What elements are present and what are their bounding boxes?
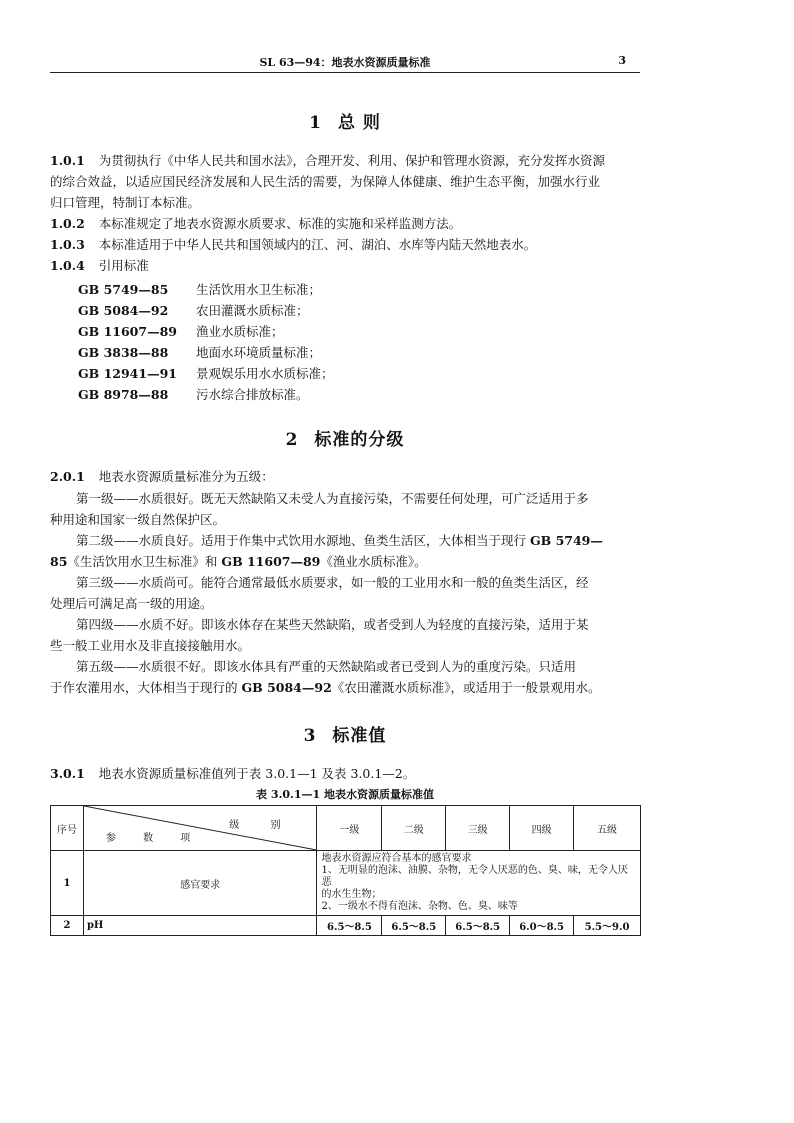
page-number: 3 <box>618 54 626 67</box>
grade-2-description: 第二级——水质良好。适用于作集中式饮用水源地、鱼类生活区，大体相当于现行 GB 5749— 85《生活饮用水卫生标准》和 GB 11607—89《渔业水质标准》。 <box>50 533 603 569</box>
table-cell: 6.5～8.5 <box>382 916 446 936</box>
clause-1-0-2: 1.0.2 本标准规定了地表水资源水质要求、标准的实施和采样监测方法。 <box>50 216 462 231</box>
row-parameter: pH <box>83 916 317 936</box>
header-serial-number: 序号 <box>51 806 84 851</box>
table-row <box>51 851 641 916</box>
table-cell: 6.5～8.5 <box>446 916 510 936</box>
table-cell: 5.5～9.0 <box>574 916 641 936</box>
ref-standard: GB 11607—89 渔业水质标准； <box>78 324 284 339</box>
grade-3-description: 第三级——水质尚可。能符合通常最低水质要求，如一般的工业用水和一般的鱼类生活区，经 处理后可满足高一级的用途。 <box>50 575 589 611</box>
section-heading-1: 1 总 则 <box>309 113 381 133</box>
clause-1-0-3: 1.0.3 本标准适用于中华人民共和国领域内的江、河、湖泊、水库等内陆天然地表水。 <box>50 237 537 252</box>
table-header-row <box>51 806 641 851</box>
header-grade: 二级 <box>382 806 446 851</box>
section-heading-2: 2 标准的分级 <box>285 430 405 450</box>
clause-2-0-1: 2.0.1 地表水资源质量标准分为五级： <box>50 469 274 484</box>
header-title: SL 63—94：地表水资源质量标准 <box>259 56 431 69</box>
header-grade: 一级 <box>317 806 382 851</box>
table-cell: 6.0～8.5 <box>510 916 574 936</box>
header-diagonal-cell <box>83 806 317 851</box>
ref-standard: GB 5084—92 农田灌溉水质标准； <box>78 303 309 318</box>
row-number: 1 <box>51 851 84 916</box>
table-caption: 表 3.0.1—1 地表水资源质量标准值 <box>256 788 434 801</box>
grade-1-description: 第一级——水质很好。既无天然缺陷又未受人为直接污染，不需要任何处理，可广泛适用于多 种用途和国家一级自然保护区。 <box>50 491 589 527</box>
clause-1-0-4: 1.0.4 引用标准 <box>50 258 149 273</box>
water-quality-standard-table <box>50 805 641 936</box>
grade-4-description: 第四级——水质不好。即该水体存在某些天然缺陷，或者受到人为轻度的直接污染，适用于某 些一般工业用水及非直接接触用水。 <box>50 617 589 653</box>
ref-standard: GB 8978—88 污水综合排放标准。 <box>78 387 309 402</box>
header-grade: 三级 <box>446 806 510 851</box>
header-level: 级 别 <box>229 820 295 831</box>
ref-standard: GB 12941—91 景观娱乐用水水质标准； <box>78 366 334 381</box>
ref-standard: GB 5749—85 生活饮用水卫生标准； <box>78 282 322 297</box>
grade-5-description: 第五级——水质很不好。即该水体具有严重的天然缺陷或者已受到人为的重度污染。只适用 于作农灌用水，大体相当于现行的 GB 5084—92《农田灌溉水质标准》，或适用于一般景观用水。 <box>50 659 601 695</box>
ref-standard: GB 3838—88 地面水环境质量标准； <box>78 345 322 360</box>
row-parameter: 感官要求 <box>83 851 317 916</box>
clause-3-0-1: 3.0.1 地表水资源质量标准值列于表 3.0.1—1 及表 3.0.1—2。 <box>50 766 416 781</box>
clause-1-0-1: 1.0.1 为贯彻执行《中华人民共和国水法》，合理开发、利用、保护和管理水资源，充分发挥水资源 的综合效益，以适应国民经济发展和人民生活的需要，为保障人体健康、维护生态平衡，加强水行业 归口管理，特制订本标准。 <box>50 153 606 210</box>
section-heading-3: 3 标准值 <box>303 726 387 746</box>
header-grade: 五级 <box>574 806 641 851</box>
sensory-requirement-text: 地表水资源应符合基本的感官要求 1、无明显的泡沫、油膜、杂物，无令人厌恶的色、臭、味，无令人厌恶 的水生生物； 2、一级水不得有泡沫、杂物、色、臭、味等 <box>317 851 641 916</box>
table-row <box>51 916 641 936</box>
table-cell: 6.5～8.5 <box>317 916 382 936</box>
running-header <box>50 52 640 73</box>
row-number: 2 <box>51 916 84 936</box>
header-grade: 四级 <box>510 806 574 851</box>
header-parameter: 参 数 项 <box>105 833 203 844</box>
